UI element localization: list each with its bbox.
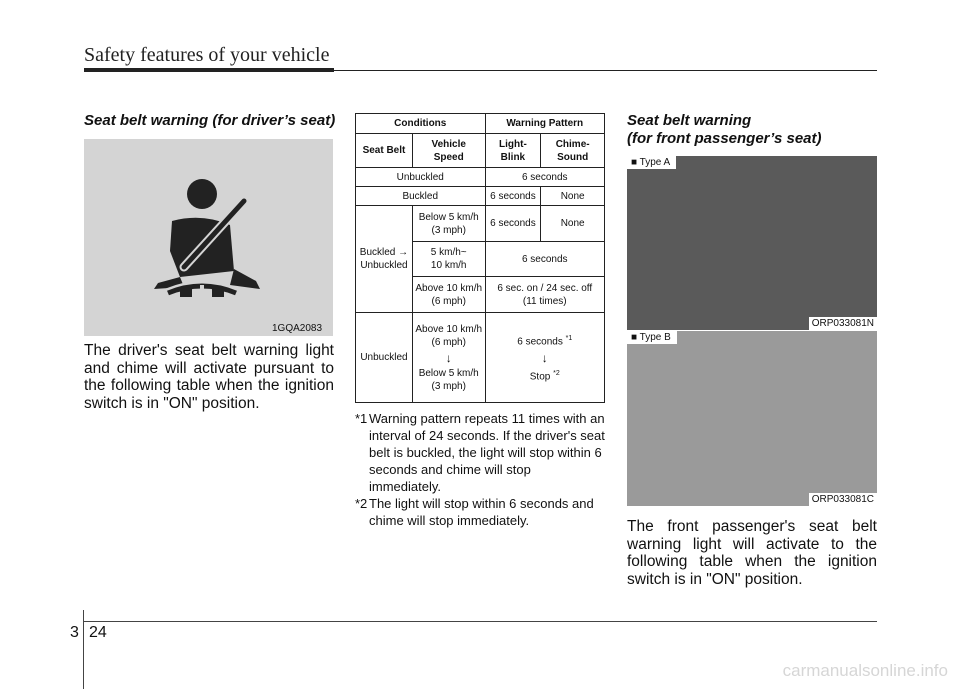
photo-type-a: [627, 156, 877, 330]
illustration-code: 1GQA2083: [272, 323, 323, 334]
photo-type-a-label: ■ Type A: [627, 156, 676, 169]
table-header-chime-sound: Chime- Sound: [541, 134, 605, 168]
photo-type-b: [627, 331, 877, 506]
table-header-conditions: Conditions: [356, 114, 486, 134]
header-rule-thin: [334, 70, 877, 71]
seatbelt-illustration: [84, 139, 333, 336]
table-row: Buckled → Unbuckled Below 5 km/h (3 mph) 6 seconds None: [356, 206, 605, 242]
photo-type-b-code: ORP033081C: [809, 493, 877, 506]
table-row: Unbuckled Above 10 km/h (6 mph) ↓ Below 5 km/h (3 mph) 6 seconds $^{*1}$ ↓ Stop $^{*2}$: [356, 313, 605, 403]
table-header-vehicle-speed: Vehicle Speed: [412, 134, 485, 168]
passenger-seatbelt-description: The front passenger's seat belt warning light will activate to the following table when the ignition switch is in "ON" position.: [627, 518, 877, 588]
table-row: Unbuckled 6 seconds: [356, 168, 605, 187]
footer-horizontal-rule: [84, 621, 877, 622]
footnote-2: *2 The light will stop within 6 seconds and chime will stop immediately.: [355, 496, 594, 528]
footnote-1: *1 Warning pattern repeats 11 times with an interval of 24 seconds. If the driver's seat belt is buckled, the light will stop within 6 seconds and chime will stop immediately.: [355, 411, 605, 494]
photo-type-a-code: ORP033081N: [809, 317, 877, 330]
page-header-title: Safety features of your vehicle: [84, 44, 330, 66]
chapter-number: 3: [70, 624, 79, 641]
photo-type-b-label: ■ Type B: [627, 331, 677, 344]
down-arrow-icon: ↓: [541, 350, 548, 365]
table-header-seat-belt: Seat Belt: [356, 134, 413, 168]
table-row: 5 km/h~ 10 km/h 6 seconds: [356, 242, 605, 277]
table-row: Buckled 6 seconds None: [356, 187, 605, 206]
driver-seatbelt-heading: Seat belt warning (for driver’s seat): [84, 112, 336, 129]
seatbelt-warning-icon: [84, 139, 333, 336]
table-header-warning-pattern: Warning Pattern: [485, 114, 605, 134]
table-row: Above 10 km/h (6 mph) 6 sec. on / 24 sec. off (11 times): [356, 277, 605, 313]
driver-seatbelt-warning-table: [355, 113, 605, 403]
passenger-seatbelt-heading: Seat belt warning (for front passenger’s seat): [627, 112, 822, 147]
driver-seatbelt-description: The driver's seat belt warning light and chime will activate pursuant to the following table when the ignition switch is in "ON" position.: [84, 342, 334, 412]
header-rule-thick: [84, 68, 334, 72]
page-number: 24: [89, 624, 107, 641]
down-arrow-icon: ↓: [445, 350, 452, 365]
table-header-light-blink: Light-Blink: [485, 134, 541, 168]
table-cell-unbuckled: Unbuckled: [356, 313, 413, 403]
table-cell-buckled-to-unbuckled: Buckled → Unbuckled: [356, 206, 413, 313]
watermark: carmanualsonline.info: [782, 661, 948, 680]
